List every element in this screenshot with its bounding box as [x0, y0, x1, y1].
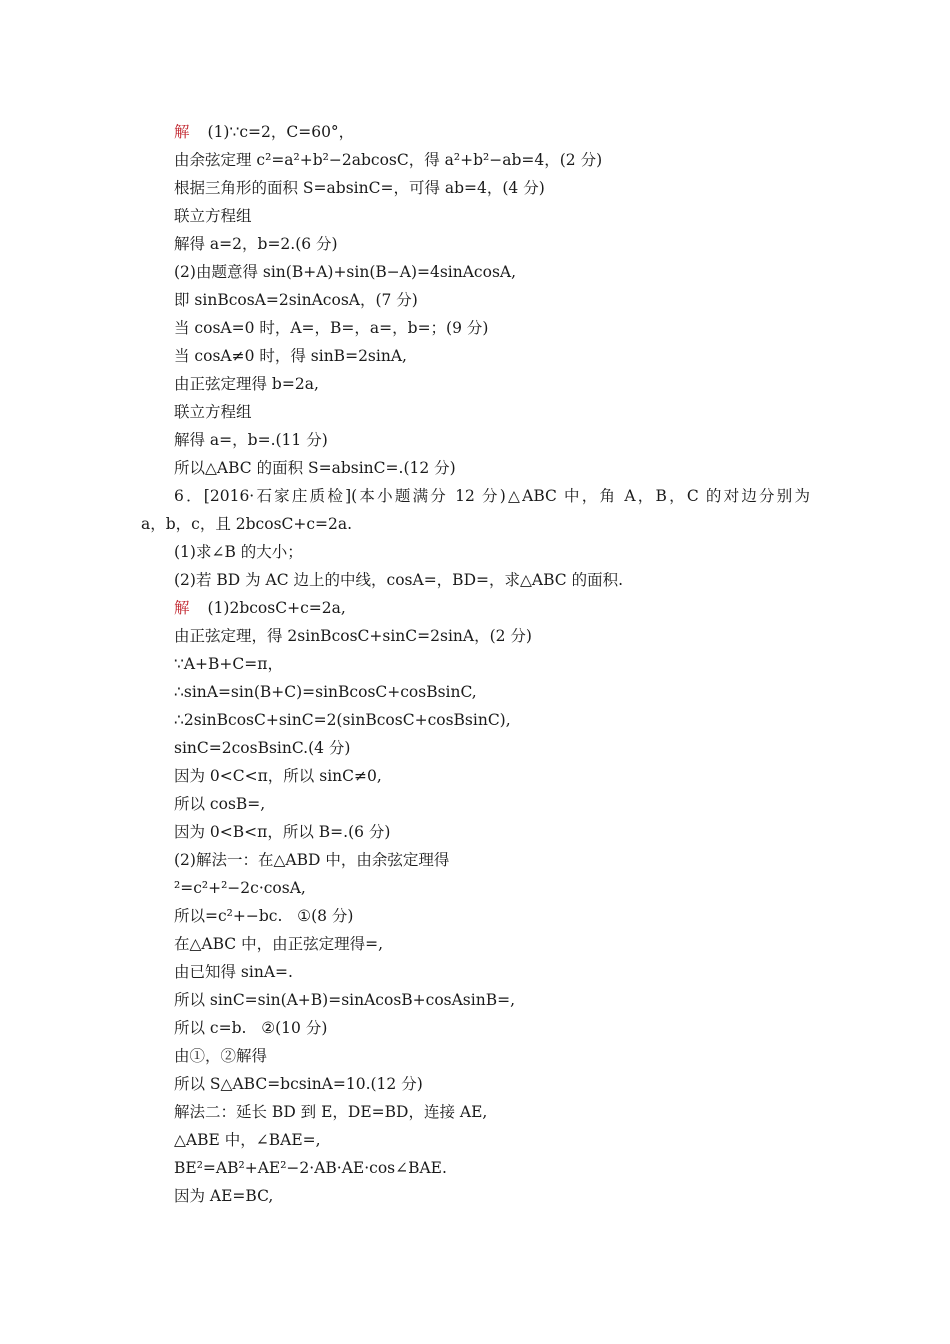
solution-line: 所以△ABC 的面积 S=absinC=.(12 分): [174, 459, 456, 477]
solution-line: 所以 sinC=sin(A+B)=sinAcosB+cosAsinB=,: [174, 991, 516, 1009]
solution-line: ∴sinA=sin(B+C)=sinBcosC+cosBsinC,: [174, 683, 477, 701]
problem-question-2: (2)若 BD 为 AC 边上的中线，cosA=，BD=，求△ABC 的面积.: [174, 571, 623, 589]
solution-line: [174, 122, 354, 142]
solution-line: 因为 0<B<π，所以 B=.(6 分): [174, 823, 391, 841]
solution-line: 解得 a=，b=.(11 分): [174, 431, 328, 449]
solution-text: (1)2bcosC+c=2a,: [207, 599, 346, 617]
solution-line: 联立方程组: [174, 207, 252, 225]
solution-line: ²=c²+²−2c·cosA,: [174, 879, 306, 897]
solution-line: 所以 S△ABC=bcsinA=10.(12 分): [174, 1075, 423, 1093]
solution-line: 所以=c²+−bc. ①(8 分): [174, 907, 354, 925]
solution-line: 即 sinBcosA=2sinAcosA，(7 分): [174, 291, 418, 309]
problem-statement-cont: a，b，c，且 2bcosC+c=2a.: [141, 515, 353, 533]
solution-line: 当 cosA≠0 时，得 sinB=2sinA,: [174, 347, 407, 365]
solution-line: ∴2sinBcosC+sinC=2(sinBcosC+cosBsinC),: [174, 711, 511, 729]
solution-line: 由正弦定理，得 2sinBcosC+sinC=2sinA，(2 分): [174, 627, 532, 645]
solution-line: ∵A+B+C=π，: [174, 655, 283, 673]
solution-line: 因为 AE=BC,: [174, 1187, 274, 1205]
problem-statement: 6．[2016·石家庄质检](本小题满分 12 分)△ABC 中，角 A，B，C 的对边分别为: [174, 487, 810, 505]
solution-line: 解法二：延长 BD 到 E，DE=BD，连接 AE,: [174, 1103, 488, 1121]
solution-line: BE²=AB²+AE²−2·AB·AE·cos∠BAE.: [174, 1159, 447, 1177]
solution-line: 由已知得 sinA=.: [174, 963, 293, 981]
problem-question-1: (1)求∠B 的大小；: [174, 543, 303, 561]
solution-line: 由①，②解得: [174, 1047, 268, 1065]
solution-line: (2)由题意得 sin(B+A)+sin(B−A)=4sinAcosA,: [174, 263, 517, 281]
solution-line: [174, 598, 346, 618]
solution-label: 解: [174, 123, 190, 141]
solution-line: 所以 c=b. ②(10 分): [174, 1019, 328, 1037]
solution-line: 在△ABC 中，由正弦定理得=,: [174, 935, 383, 953]
solution-label: 解: [174, 599, 190, 617]
solution-line: 因为 0<C<π，所以 sinC≠0,: [174, 767, 382, 785]
solution-line: (2)解法一：在△ABD 中，由余弦定理得: [174, 851, 450, 869]
solution-line: 根据三角形的面积 S=absinC=，可得 ab=4，(4 分): [174, 179, 545, 197]
solution-line: 联立方程组: [174, 403, 252, 421]
solution-text: (1)∵c=2，C=60°，: [207, 123, 355, 141]
solution-line: 所以 cosB=,: [174, 795, 266, 813]
solution-line: 由正弦定理得 b=2a,: [174, 375, 319, 393]
solution-line: 由余弦定理 c²=a²+b²−2abcosC，得 a²+b²−ab=4，(2 分): [174, 151, 603, 169]
solution-line: sinC=2cosBsinC.(4 分): [174, 739, 351, 757]
solution-line: △ABE 中，∠BAE=,: [174, 1131, 321, 1149]
solution-line: 解得 a=2，b=2.(6 分): [174, 235, 338, 253]
solution-line: 当 cosA=0 时，A=，B=，a=，b=；(9 分): [174, 319, 489, 337]
